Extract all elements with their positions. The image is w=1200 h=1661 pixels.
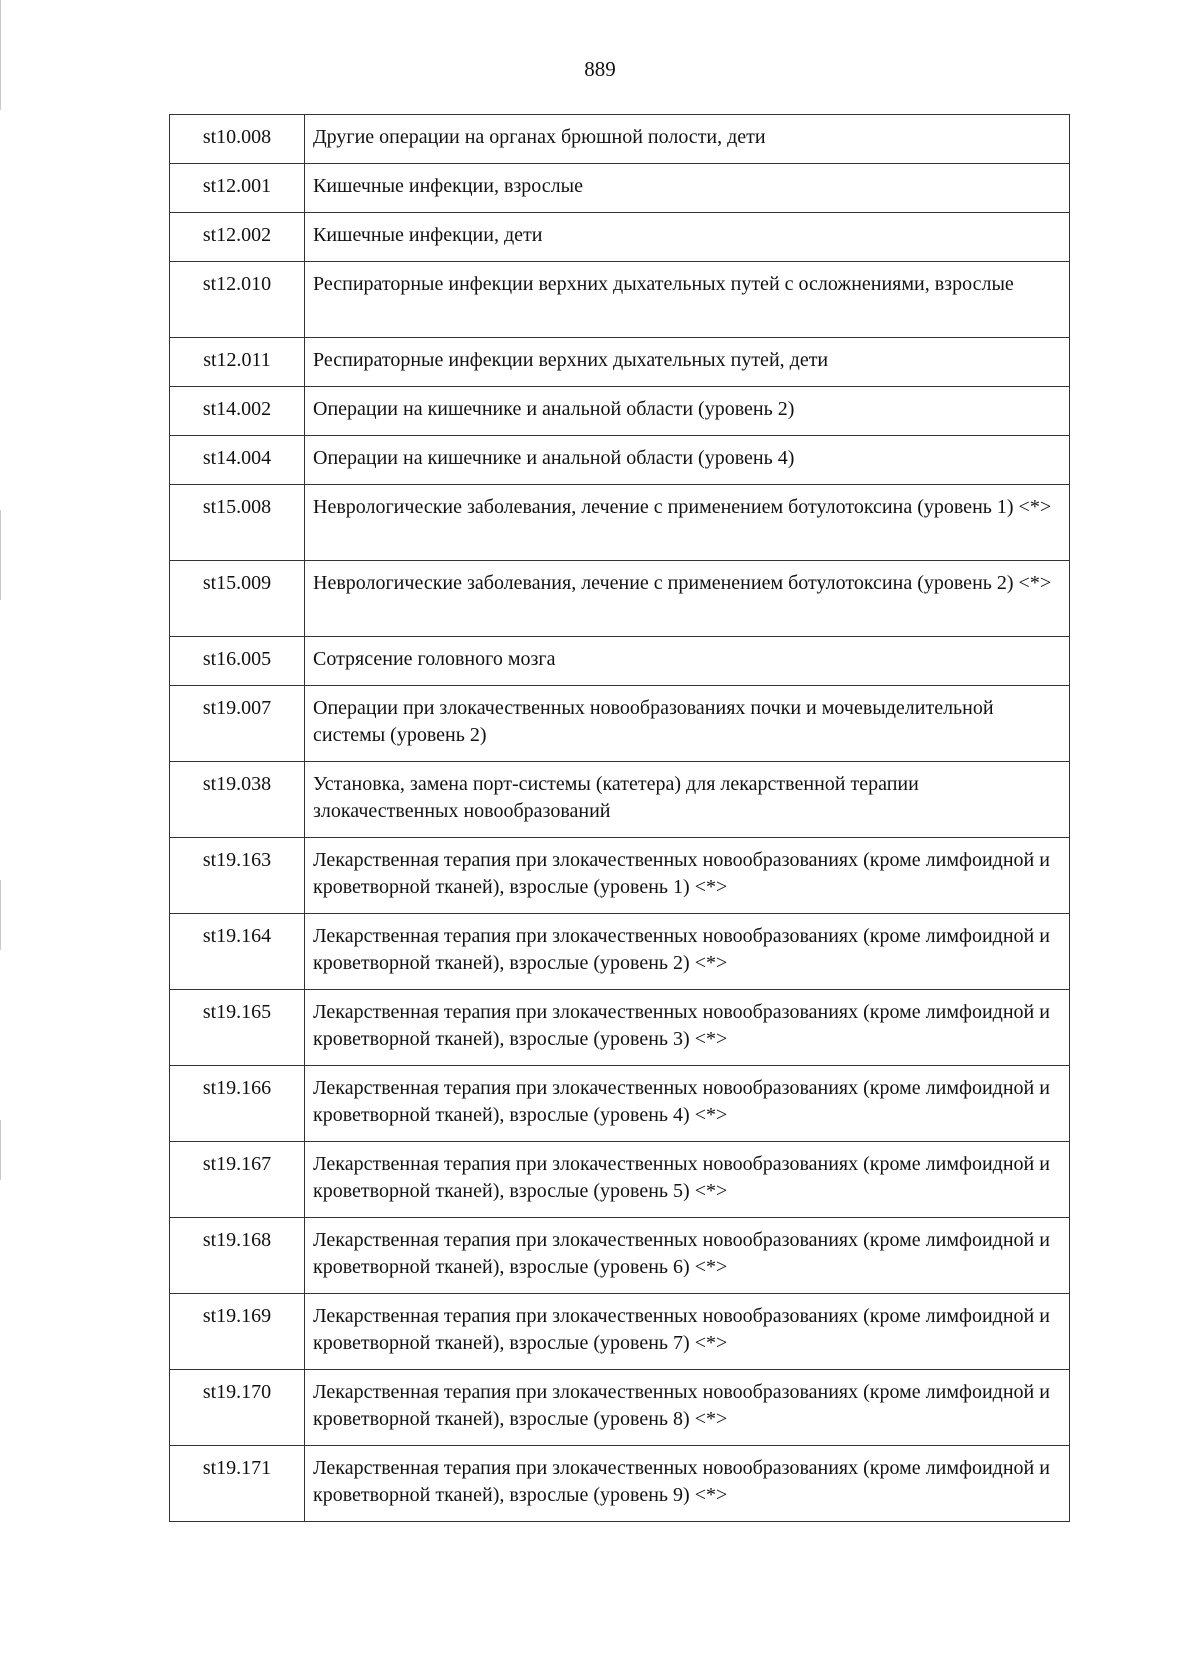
row-description: Другие операции на органах брюшной полости, дети (305, 115, 1070, 164)
row-description: Лекарственная терапия при злокачественных новообразованиях (кроме лимфоидной и кроветворной тканей), взрослые (уровень 6) <*> (305, 1218, 1070, 1294)
table-row (170, 1066, 1070, 1142)
row-code: st12.010 (170, 262, 305, 338)
row-description: Операции при злокачественных новообразованиях почки и мочевыделительной системы (уровень 2) (305, 686, 1070, 762)
table-row (170, 990, 1070, 1066)
row-code: st15.008 (170, 485, 305, 561)
row-code: st19.007 (170, 686, 305, 762)
code-table (169, 114, 1070, 1522)
table-row (170, 436, 1070, 485)
row-code: st10.008 (170, 115, 305, 164)
page-number: 889 (584, 57, 616, 81)
table-row (170, 1142, 1070, 1218)
scan-artifact (0, 1120, 1, 1180)
row-description: Лекарственная терапия при злокачественных новообразованиях (кроме лимфоидной и кроветворной тканей), взрослые (уровень 1) <*> (305, 838, 1070, 914)
scan-artifact (0, 0, 1, 110)
row-code: st14.002 (170, 387, 305, 436)
table-row (170, 213, 1070, 262)
table-row (170, 838, 1070, 914)
row-description: Лекарственная терапия при злокачественных новообразованиях (кроме лимфоидной и кроветворной тканей), взрослые (уровень 8) <*> (305, 1370, 1070, 1446)
table-row (170, 561, 1070, 637)
table-row (170, 338, 1070, 387)
row-description: Кишечные инфекции, взрослые (305, 164, 1070, 213)
table-row (170, 762, 1070, 838)
scan-artifact (0, 510, 1, 600)
row-code: st12.002 (170, 213, 305, 262)
row-description: Лекарственная терапия при злокачественных новообразованиях (кроме лимфоидной и кроветворной тканей), взрослые (уровень 5) <*> (305, 1142, 1070, 1218)
row-description: Лекарственная терапия при злокачественных новообразованиях (кроме лимфоидной и кроветворной тканей), взрослые (уровень 3) <*> (305, 990, 1070, 1066)
table-row (170, 1370, 1070, 1446)
row-description: Неврологические заболевания, лечение с применением ботулотоксина (уровень 2) <*> (305, 561, 1070, 637)
row-code: st16.005 (170, 637, 305, 686)
row-code: st19.170 (170, 1370, 305, 1446)
table-row (170, 637, 1070, 686)
row-description: Лекарственная терапия при злокачественных новообразованиях (кроме лимфоидной и кроветворной тканей), взрослые (уровень 2) <*> (305, 914, 1070, 990)
row-description: Сотрясение головного мозга (305, 637, 1070, 686)
row-code: st12.001 (170, 164, 305, 213)
row-description: Неврологические заболевания, лечение с применением ботулотоксина (уровень 1) <*> (305, 485, 1070, 561)
table-row (170, 1294, 1070, 1370)
row-code: st14.004 (170, 436, 305, 485)
row-code: st19.167 (170, 1142, 305, 1218)
code-table-body (170, 115, 1070, 1522)
row-description: Установка, замена порт-системы (катетера) для лекарственной терапии злокачественных новообразований (305, 762, 1070, 838)
row-description: Респираторные инфекции верхних дыхательных путей, дети (305, 338, 1070, 387)
row-description: Операции на кишечнике и анальной области (уровень 4) (305, 436, 1070, 485)
row-code: st19.163 (170, 838, 305, 914)
row-code: st19.165 (170, 990, 305, 1066)
table-row (170, 164, 1070, 213)
row-code: st19.164 (170, 914, 305, 990)
row-description: Респираторные инфекции верхних дыхательных путей с осложнениями, взрослые (305, 262, 1070, 338)
row-code: st19.038 (170, 762, 305, 838)
table-row (170, 914, 1070, 990)
row-code: st19.169 (170, 1294, 305, 1370)
scan-artifact (0, 880, 1, 950)
table-row (170, 262, 1070, 338)
row-code: st19.171 (170, 1446, 305, 1522)
row-code: st15.009 (170, 561, 305, 637)
table-row (170, 1218, 1070, 1294)
row-description: Лекарственная терапия при злокачественных новообразованиях (кроме лимфоидной и кроветворной тканей), взрослые (уровень 4) <*> (305, 1066, 1070, 1142)
row-code: st12.011 (170, 338, 305, 387)
row-description: Лекарственная терапия при злокачественных новообразованиях (кроме лимфоидной и кроветворной тканей), взрослые (уровень 9) <*> (305, 1446, 1070, 1522)
row-code: st19.168 (170, 1218, 305, 1294)
row-description: Лекарственная терапия при злокачественных новообразованиях (кроме лимфоидной и кроветворной тканей), взрослые (уровень 7) <*> (305, 1294, 1070, 1370)
row-code: st19.166 (170, 1066, 305, 1142)
table-row (170, 485, 1070, 561)
row-description: Кишечные инфекции, дети (305, 213, 1070, 262)
table-row (170, 387, 1070, 436)
row-description: Операции на кишечнике и анальной области (уровень 2) (305, 387, 1070, 436)
table-row (170, 686, 1070, 762)
table-row (170, 115, 1070, 164)
table-row (170, 1446, 1070, 1522)
